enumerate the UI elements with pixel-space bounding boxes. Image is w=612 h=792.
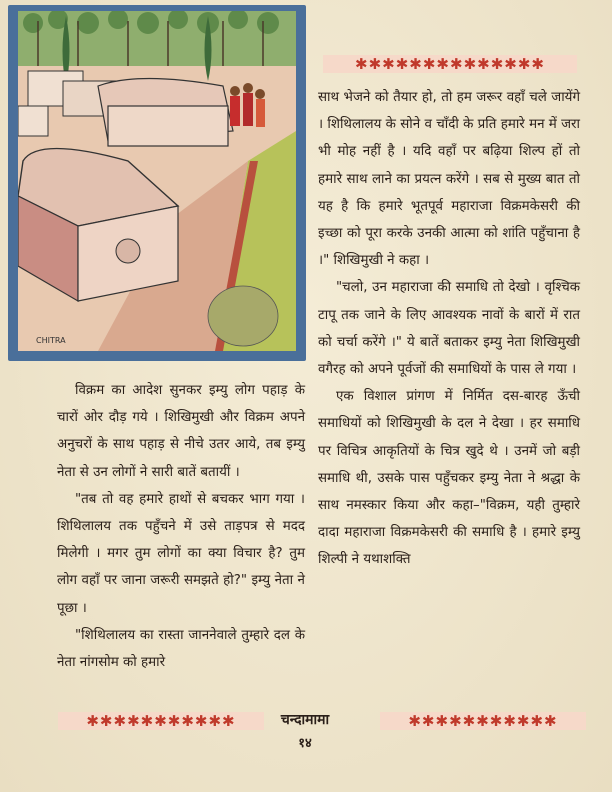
paragraph: साथ भेजने को तैयार हो, तो हम जरूर वहाँ चले जायेंगे । शिथिलालय के सोने व चाँदी के प्रति हमारे मन में जरा भी मोह नहीं है । यदि वहाँ पर बढ़िया शिल्प हों तो हमारे साथ लाने का प्रयत्न करेंगे । सब से मुख्य बात तो यह है कि हमारे भूतपूर्व महाराजा विक्रमकेसरी की इच्छा को पूरा करके उनकी आत्मा को शांति पहुँचाना है ।" शिखिमुखी ने कहा । — [318, 90, 580, 269]
paragraph: विक्रम का आदेश सुनकर इम्यु लोग पहाड़ के चारों ओर दौड़ गये । शिखिमुखी और विक्रम अपने अनुचरों के साथ पहाड़ से नीचे उतर आये, तब इम्यु नेता से उन लोगों ने सारी बातें बतायीं । — [57, 383, 305, 480]
decorative-border-bottom-left: ✱✱✱✱✱✱✱✱✱✱✱ — [58, 712, 264, 730]
left-column-text — [57, 377, 305, 676]
illustration-signature: CHITRA — [36, 336, 66, 345]
decorative-border-top: ✱✱✱✱✱✱✱✱✱✱✱✱✱✱ — [323, 55, 577, 73]
page-number: १४ — [298, 736, 312, 751]
story-illustration — [8, 5, 306, 361]
paragraph: "चलो, उन महाराजा की समाधि तो देखो । वृश्चिक टापू तक जाने के लिए आवश्यक नावों के बारों में रात को चर्चा करेंगे ।" ये बातें बताकर इम्यु नेता शिखिमुखी वगैरह को अपने पूर्वजों की समाधियों के पास ले गया । — [318, 280, 580, 378]
decorative-border-bottom-right: ✱✱✱✱✱✱✱✱✱✱✱ — [380, 712, 586, 730]
paragraph: "शिथिलालय का रास्ता जाननेवाले तुम्हारे दल के नेता नांगसोम को हमारे — [57, 627, 305, 671]
tombs-garden-illustration — [18, 11, 296, 351]
right-column-text — [318, 84, 580, 574]
paragraph: एक विशाल प्रांगण में निर्मित दस-बारह ऊँची समाधियों को शिखिमुखी के दल ने देखा । हर समाधि पर विचित्र आकृतियों के चित्र खुदे थे । उनमें जो बड़ी समाधि थी, उसके पास पहुँचकर इम्यु नेता ने श्रद्धा के साथ नमस्कार किया और कहा–"विक्रम, यही तुम्हारे दादा महाराजा विक्रमकेसरी की समाधि है । हमारे इम्यु शिल्पी ने यथाशक्ति — [318, 389, 580, 568]
paragraph: "तब तो वह हमारे हाथों से बचकर भाग गया । शिथिलालय तक पहुँचने में उसे ताड़पत्र से मदद मिलेगी । मगर तुम लोगों का क्या विचार है? तुम लोग वहाँ पर जाना जरूरी समझते हो?" इम्यु नेता ने पूछा । — [57, 491, 305, 616]
magazine-title: चन्दामामा — [280, 712, 330, 728]
